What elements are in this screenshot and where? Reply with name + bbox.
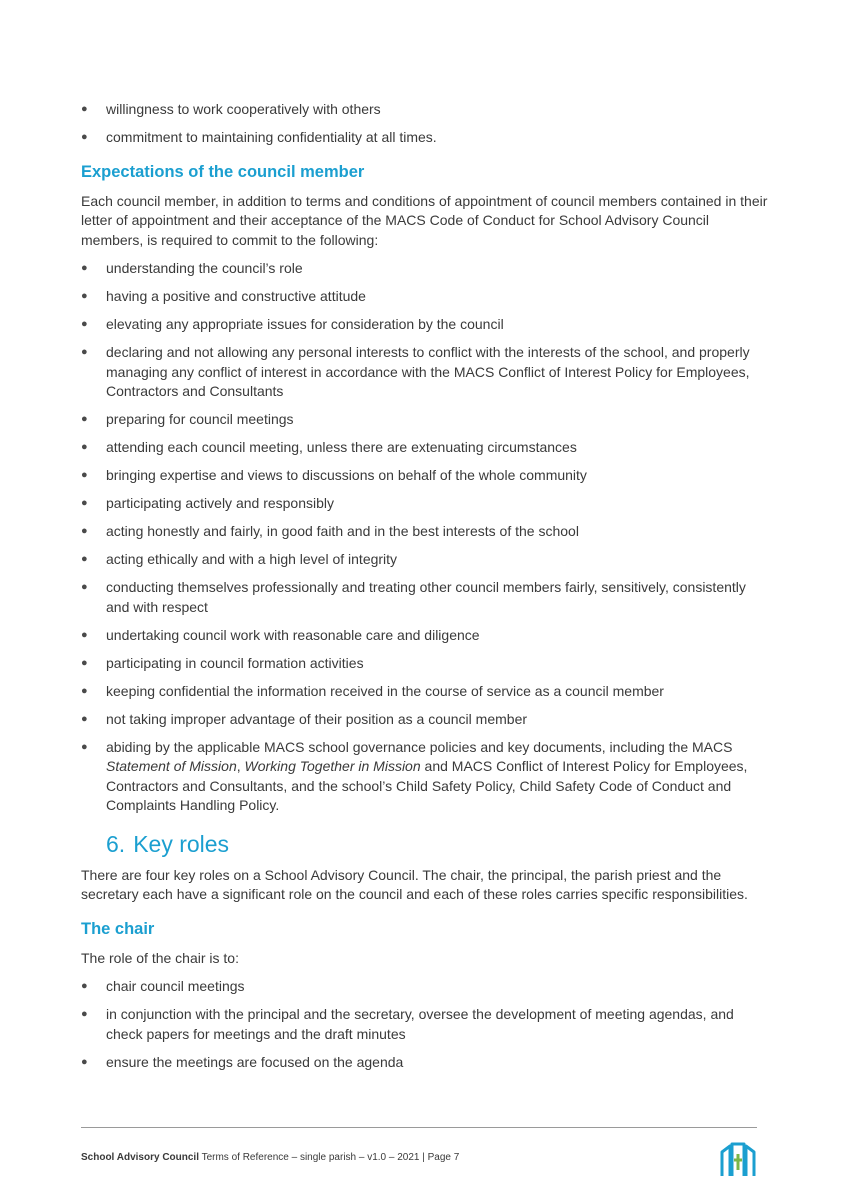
- list-item: ● acting honestly and fairly, in good faith and in the best interests of the school: [81, 522, 771, 542]
- footer-title: School Advisory Council: [81, 1152, 199, 1163]
- list-item: ● acting ethically and with a high level of integrity: [81, 550, 771, 570]
- working-together-title: Working Together in Mission: [244, 758, 421, 774]
- expectations-intro: Each council member, in addition to terms and conditions of appointment of council members contained in their letter of appointment and their acceptance of the MACS Code of Conduct for School Advisory Council members, is required to commit to the following:: [81, 192, 768, 248]
- chair-heading: The chair: [81, 919, 155, 938]
- list-item: ● attending each council meeting, unless there are extenuating circumstances: [81, 438, 771, 458]
- list-item: ● conducting themselves professionally and treating other council members fairly, sensitively, consistently and with respect: [81, 578, 771, 617]
- list-item-governance-policies: [81, 738, 771, 816]
- key-roles-intro: There are four key roles on a School Advisory Council. The chair, the principal, the parish priest and the secretary each have a significant role on the council and each of these roles carries specific responsibilities.: [81, 866, 748, 902]
- list-item: ● bringing expertise and views to discussions on behalf of the whole community: [81, 466, 771, 486]
- statement-of-mission-title: Statement of Mission: [106, 758, 237, 774]
- list-item: ● preparing for council meetings: [81, 410, 771, 430]
- list-item: ● chair council meetings: [81, 977, 771, 997]
- chair-role-list: [81, 977, 771, 1072]
- list-item: ● elevating any appropriate issues for consideration by the council: [81, 315, 771, 335]
- list-item: ● having a positive and constructive attitude: [81, 287, 771, 307]
- section-title: Key roles: [133, 830, 230, 857]
- list-item: ● declaring and not allowing any personal interests to conflict with the interests of the school, and properly managing any conflict of interest in accordance with the MACS Conflict of Interest Policy for Employees, Contractors and Consultants: [81, 343, 771, 402]
- page-footer: [81, 1152, 459, 1163]
- list-item-text: and MACS Conflict of Interest Policy for Employees, Contractors and Consultants, and the school’s Child Safety Policy, Child Safety Code of Conduct and Complaints Handling Policy.: [106, 758, 748, 813]
- key-roles-heading: [81, 830, 771, 858]
- list-item: ● keeping confidential the information received in the course of service as a council member: [81, 682, 771, 702]
- page-content: [81, 100, 771, 1081]
- list-item: ● willingness to work cooperatively with others: [81, 100, 771, 120]
- list-item: ● participating in council formation activities: [81, 654, 771, 674]
- list-item: ● undertaking council work with reasonable care and diligence: [81, 626, 771, 646]
- footer-divider: [81, 1127, 757, 1128]
- expectations-list: [81, 259, 771, 816]
- list-item: ● understanding the council’s role: [81, 259, 771, 279]
- list-item-text: ,: [236, 758, 245, 774]
- chair-intro: The role of the chair is to:: [81, 949, 239, 966]
- macs-logo-icon: [718, 1140, 758, 1180]
- footer-details: Terms of Reference – single parish – v1.0 – 2021 | Page 7: [198, 1152, 460, 1163]
- list-item: ● in conjunction with the principal and the secretary, oversee the development of meeting agendas, and check papers for meetings and the draft minutes: [81, 1005, 771, 1044]
- expectations-heading: Expectations of the council member: [81, 162, 365, 181]
- top-bullet-list: [81, 100, 771, 148]
- list-item: ● participating actively and responsibly: [81, 494, 771, 514]
- section-number: 6.: [106, 830, 126, 857]
- list-item: ● commitment to maintaining confidentiality at all times.: [81, 128, 771, 148]
- list-item: ● not taking improper advantage of their position as a council member: [81, 710, 771, 730]
- list-item-text: abiding by the applicable MACS school governance policies and key documents, including the MACS: [106, 738, 733, 755]
- list-item: ● ensure the meetings are focused on the agenda: [81, 1053, 771, 1073]
